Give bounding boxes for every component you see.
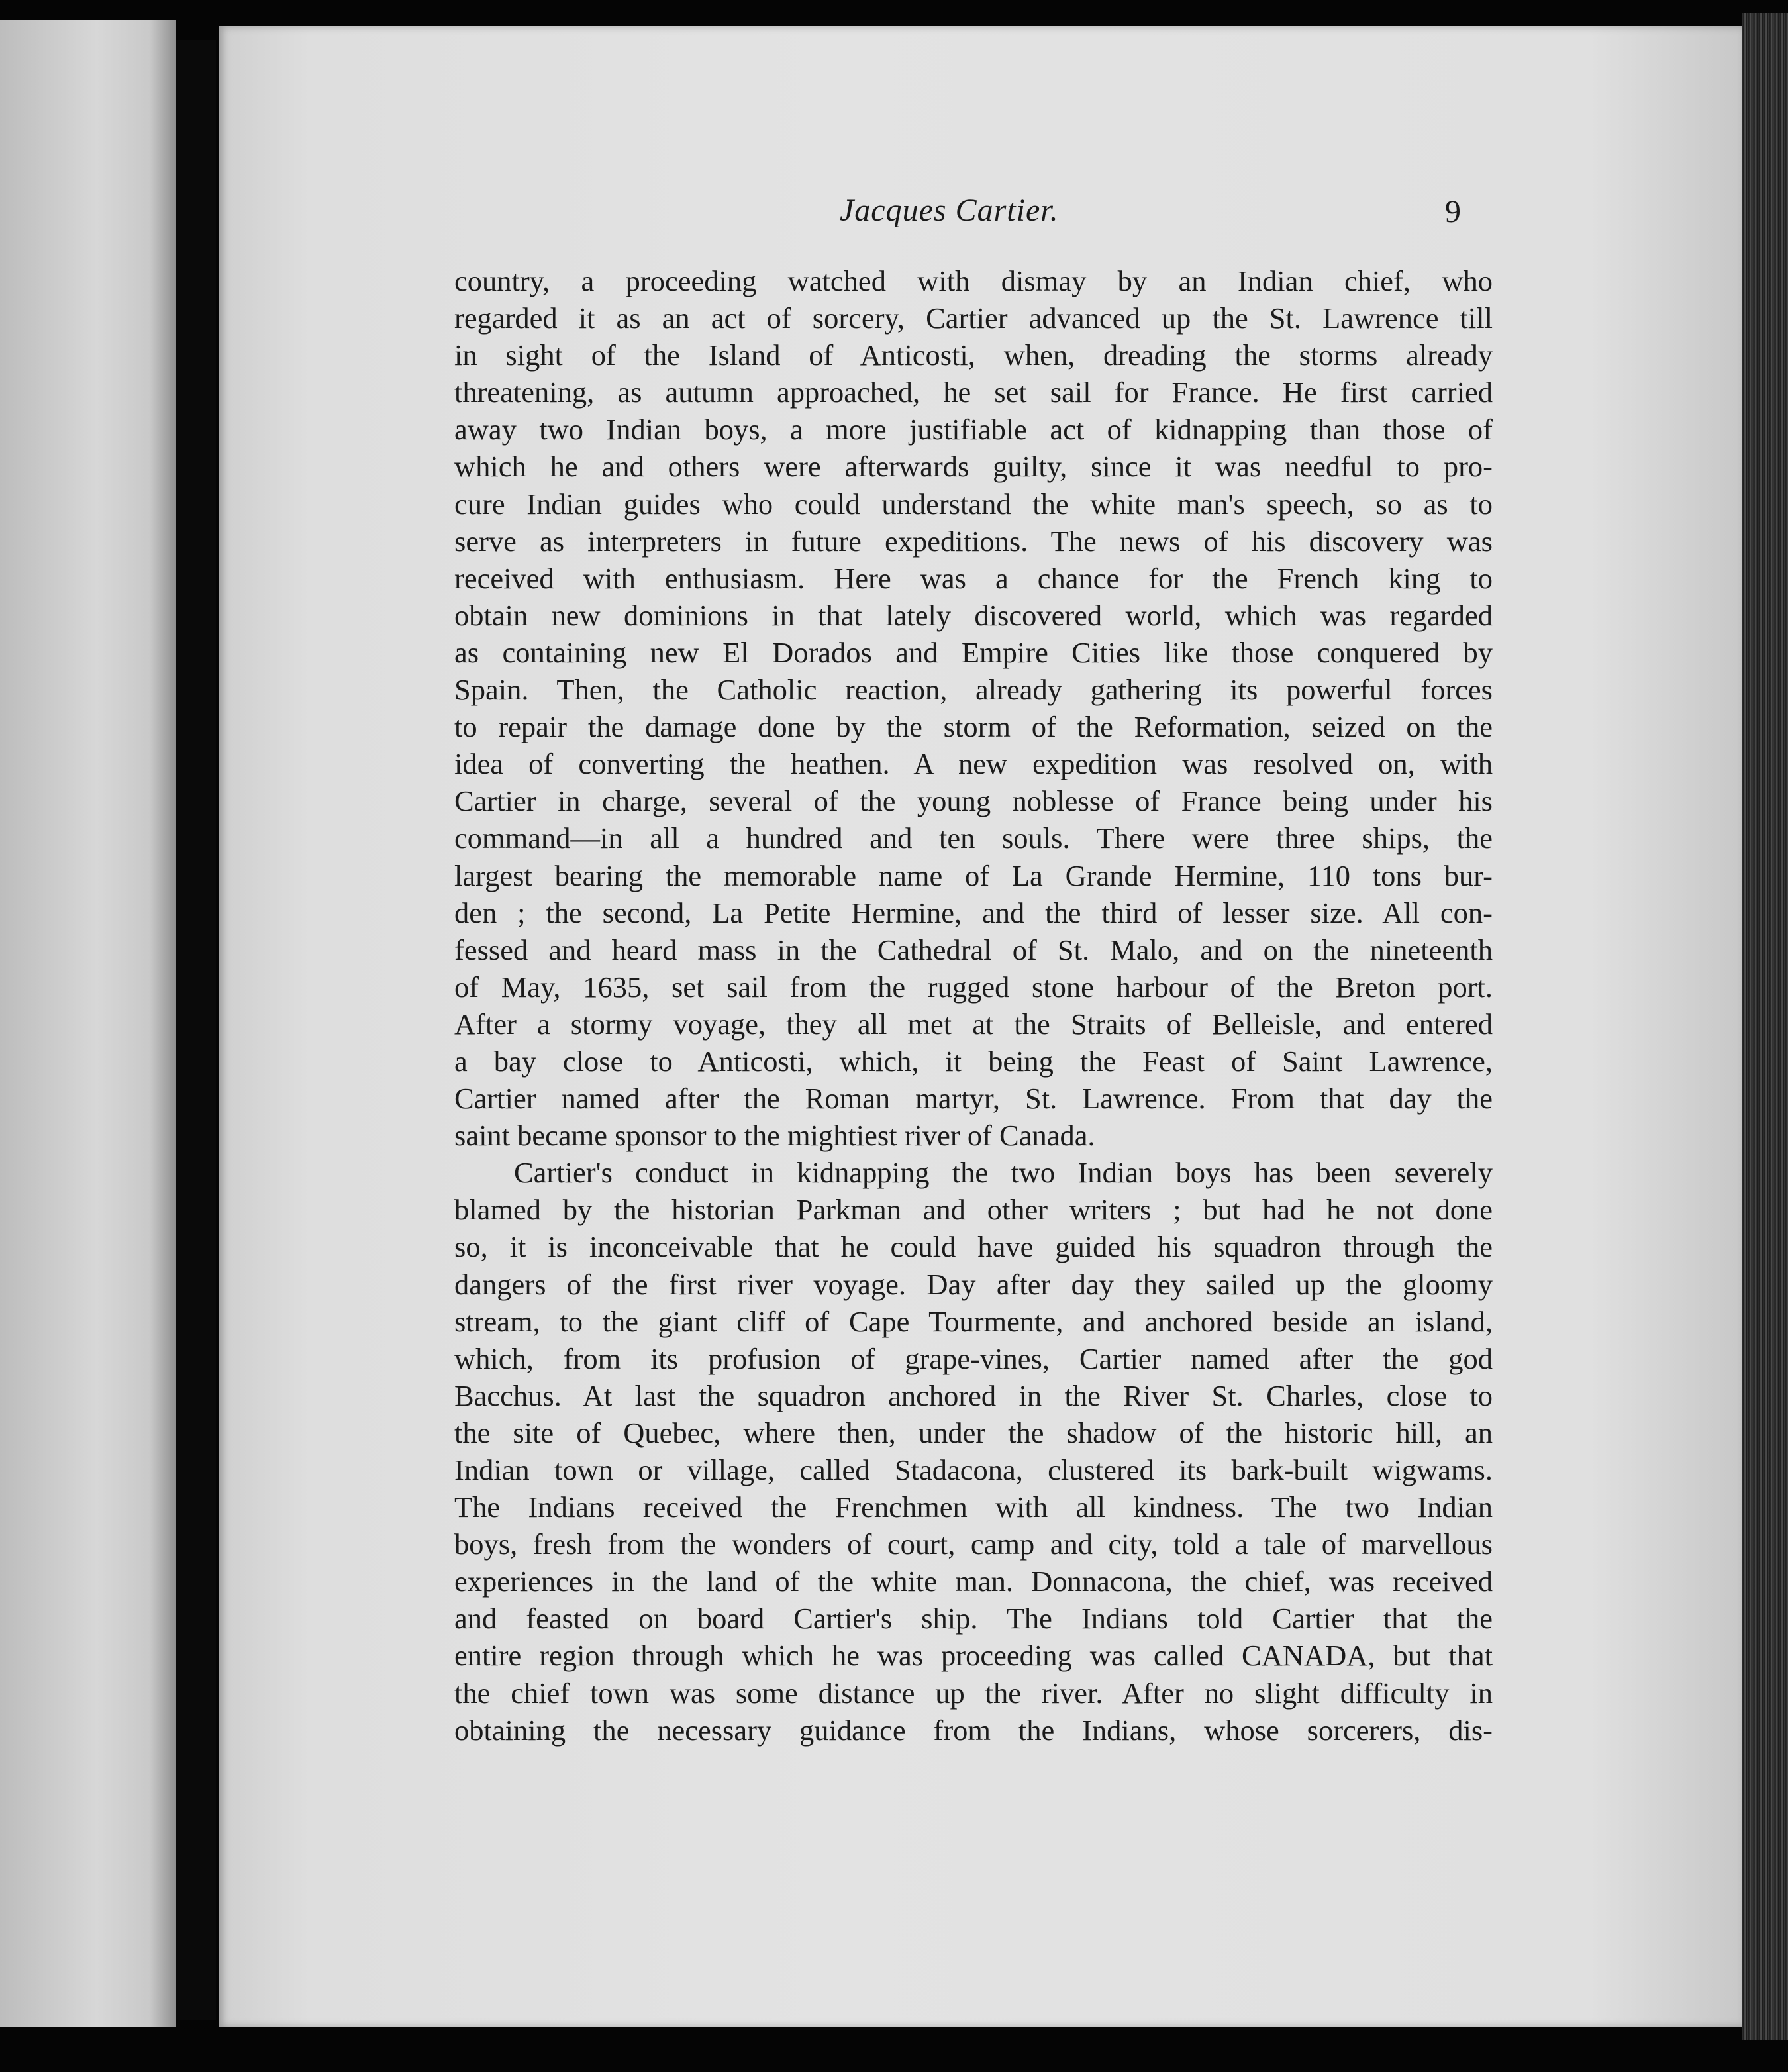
text-line: the chief town was some distance up the river. After no slight difficulty in	[454, 1676, 1493, 1710]
facing-page-edge	[0, 20, 176, 2027]
text-line: idea of converting the heathen. A new expedition was resolved on, with	[454, 747, 1493, 781]
text-line: stream, to the giant cliff of Cape Tourmente, and anchored beside an island,	[454, 1304, 1493, 1338]
text-line: in sight of the Island of Anticosti, when, dreading the storms already	[454, 338, 1493, 372]
text-line: of May, 1635, set sail from the rugged stone harbour of the Breton port.	[454, 970, 1493, 1004]
text-line: Cartier named after the Roman martyr, St. Lawrence. From that day the	[454, 1082, 1493, 1115]
text-line: received with enthusiasm. Here was a chance for the French king to	[454, 561, 1493, 595]
text-line: and feasted on board Cartier's ship. The Indians told Cartier that the	[454, 1602, 1493, 1635]
text-line: cure Indian guides who could understand the white man's speech, so as to	[454, 487, 1493, 521]
text-line: which he and others were afterwards guilty, since it was needful to pro-	[454, 450, 1493, 484]
text-line: boys, fresh from the wonders of court, camp and city, told a tale of marvellous	[454, 1528, 1493, 1561]
text-line: Indian town or village, called Stadacona, clustered its bark-built wigwams.	[454, 1453, 1493, 1486]
text-line: which, from its profusion of grape-vines, Cartier named after the god	[454, 1341, 1493, 1375]
body-text	[454, 262, 1493, 1749]
text-line: experiences in the land of the white man. Donnacona, the chief, was received	[454, 1565, 1493, 1598]
text-line: the site of Quebec, where then, under the shadow of the historic hill, an	[454, 1416, 1493, 1449]
text-line: entire region through which he was proceeding was called CANADA, but that	[454, 1639, 1493, 1673]
text-line: Spain. Then, the Catholic reaction, already gathering its powerful forces	[454, 673, 1493, 707]
text-line: Cartier's conduct in kidnapping the two Indian boys has been severely	[514, 1156, 1493, 1190]
text-line: command—in all a hundred and ten souls. There were three ships, the	[454, 821, 1493, 855]
text-line: After a stormy voyage, they all met at the Straits of Belleisle, and entered	[454, 1007, 1493, 1041]
text-line: to repair the damage done by the storm of the Reformation, seized on the	[454, 710, 1493, 744]
text-line: country, a proceeding watched with dismay by an Indian chief, who	[454, 264, 1493, 297]
text-line: den ; the second, La Petite Hermine, and the third of lesser size. All con-	[454, 896, 1493, 929]
text-line: away two Indian boys, a more justifiable act of kidnapping than those of	[454, 413, 1493, 446]
text-line: serve as interpreters in future expeditions. The news of his discovery was	[454, 524, 1493, 558]
text-line: The Indians received the Frenchmen with all kindness. The two Indian	[454, 1490, 1493, 1524]
book-gutter	[176, 40, 216, 2020]
text-line: Bacchus. At last the squadron anchored in the River St. Charles, close to	[454, 1378, 1493, 1412]
page-fore-edge	[1742, 13, 1788, 2040]
text-line: threatening, as autumn approached, he set sail for France. He first carried	[454, 376, 1493, 409]
text-line: obtain new dominions in that lately discovered world, which was regarded	[454, 598, 1493, 632]
text-line: saint became sponsor to the mightiest river of Canada.	[454, 1119, 1095, 1153]
text-line: largest bearing the memorable name of La Grande Hermine, 110 tons bur-	[454, 858, 1493, 892]
text-line: so, it is inconceivable that he could have guided his squadron through the	[454, 1230, 1493, 1264]
running-head-title: Jacques Cartier.	[840, 193, 1059, 228]
text-line: regarded it as an act of sorcery, Cartier advanced up the St. Lawrence till	[454, 301, 1493, 335]
text-line: obtaining the necessary guidance from the Indians, whose sorcerers, dis-	[454, 1713, 1493, 1747]
text-line: dangers of the first river voyage. Day after day they sailed up the gloomy	[454, 1267, 1493, 1301]
text-line: as containing new El Dorados and Empire Cities like those conquered by	[454, 635, 1493, 669]
text-line: Cartier in charge, several of the young noblesse of France being under his	[454, 784, 1493, 818]
page-number: 9	[1445, 194, 1461, 229]
text-line: a bay close to Anticosti, which, it being the Feast of Saint Lawrence,	[454, 1044, 1493, 1078]
text-line: fessed and heard mass in the Cathedral of St. Malo, and on the nineteenth	[454, 933, 1493, 966]
text-line: blamed by the historian Parkman and other writers ; but had he not done	[454, 1193, 1493, 1227]
